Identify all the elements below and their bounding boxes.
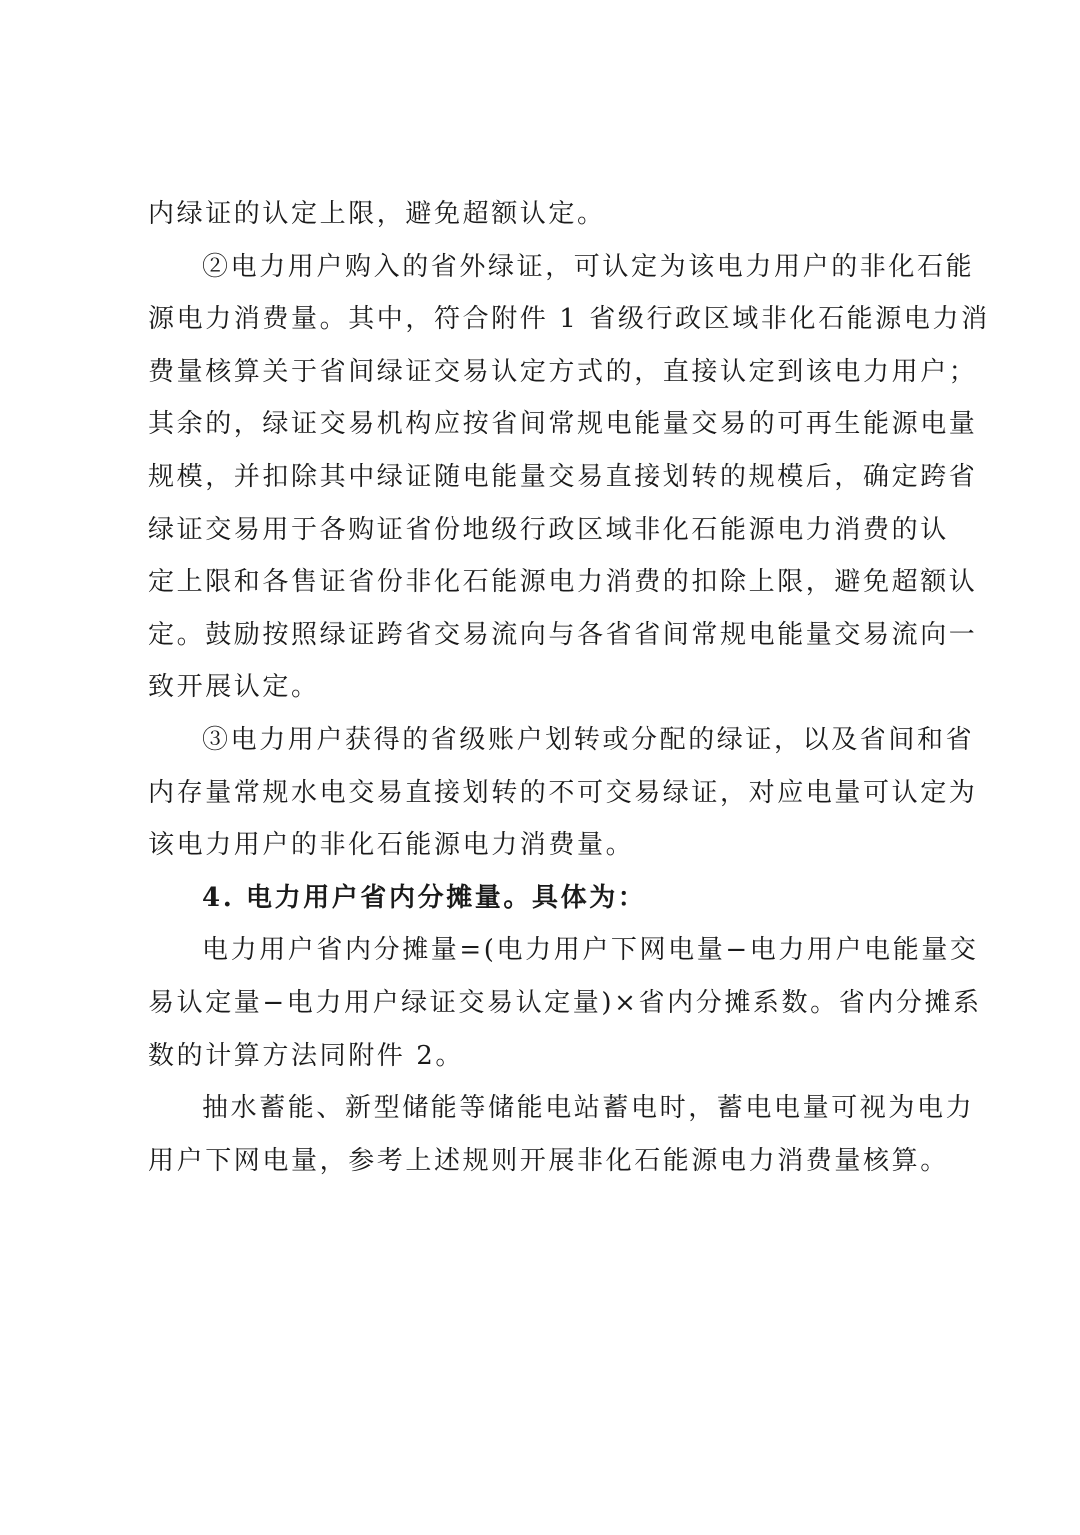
text-line: 致开展认定。	[148, 672, 320, 703]
text-line: 定上限和各售证省份非化石能源电力消费的扣除上限，避免超额认	[148, 567, 978, 598]
text-line: 数的计算方法同附件 2。	[148, 1040, 465, 1071]
text-line: 该电力用户的非化石能源电力消费量。	[148, 830, 635, 861]
text-line: 绿证交易用于各购证省份地级行政区域非化石能源电力消费的认	[148, 514, 949, 545]
text-line: 源电力消费量。其中，符合附件 1 省级行政区域非化石能源电力消	[148, 304, 990, 335]
text-line: 电力用户省内分摊量=(电力用户下网电量−电力用户电能量交	[202, 935, 979, 966]
text-line: ③电力用户获得的省级账户划转或分配的绿证，以及省间和省	[202, 724, 975, 755]
text-line: 内绿证的认定上限，避免超额认定。	[148, 199, 606, 229]
text-line: 易认定量−电力用户绿证交易认定量)×省内分摊系数。省内分摊系	[148, 987, 982, 1018]
text-line: 定。鼓励按照绿证跨省交易流向与各省省间常规电能量交易流向一	[148, 619, 978, 650]
text-line: 费量核算关于省间绿证交易认定方式的，直接认定到该电力用户；	[148, 356, 978, 387]
document-body	[148, 188, 990, 1187]
text-line: 用户下网电量，参考上述规则开展非化石能源电力消费量核算。	[148, 1145, 949, 1176]
text-line: 规模，并扣除其中绿证随电能量交易直接划转的规模后，确定跨省	[148, 461, 978, 492]
text-line: 抽水蓄能、新型储能等储能电站蓄电时，蓄电电量可视为电力	[202, 1093, 975, 1124]
text-line: 4. 电力用户省内分摊量。具体为：	[202, 882, 647, 913]
text-line: 内存量常规水电交易直接划转的不可交易绿证，对应电量可认定为	[148, 777, 978, 808]
text-line: 其余的，绿证交易机构应按省间常规电能量交易的可再生能源电量	[148, 409, 978, 440]
text-line: ②电力用户购入的省外绿证，可认定为该电力用户的非化石能	[202, 251, 975, 282]
